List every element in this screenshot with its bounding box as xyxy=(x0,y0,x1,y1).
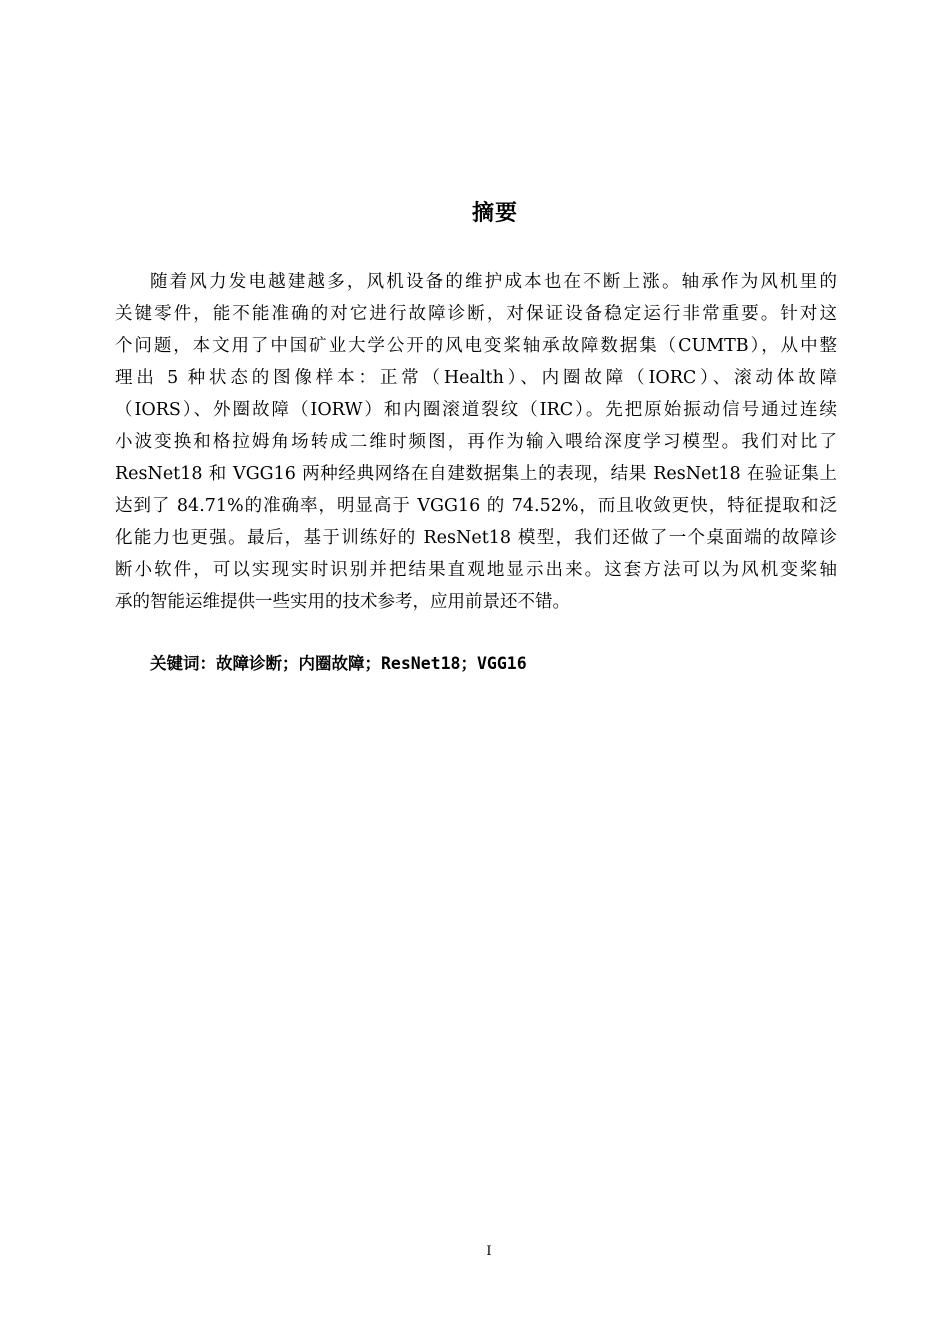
abstract-line-7: ResNet18 和 VGG16 两种经典网络在自建数据集上的表现，结果 ResNet18 在验证集上 xyxy=(115,464,837,484)
abstract-line-3: 个问题，本文用了中国矿业大学公开的风电变桨轴承故障数据集（CUMTB），从中整 xyxy=(115,336,837,356)
page-number: I xyxy=(486,1244,492,1259)
abstract-line-1: 随着风力发电越建越多，风机设备的维护成本也在不断上涨。轴承作为风机里的 xyxy=(150,272,837,292)
abstract-line-6: 小波变换和格拉姆角场转成二维时频图，再作为输入喂给深度学习模型。我们对比了 xyxy=(115,432,837,452)
abstract-body xyxy=(115,266,837,618)
abstract-line-10: 断小软件，可以实现实时识别并把结果直观地显示出来。这套方法可以为风机变桨轴 xyxy=(115,560,837,580)
abstract-title: 摘要 xyxy=(471,201,518,226)
abstract-line-2: 关键零件，能不能准确的对它进行故障诊断，对保证设备稳定运行非常重要。针对这 xyxy=(115,304,837,324)
abstract-line-8: 达到了 84.71%的准确率，明显高于 VGG16 的 74.52%，而且收敛更快，特征提取和泛 xyxy=(115,496,837,516)
keywords: 关键词：故障诊断；内圈故障；ResNet18；VGG16 xyxy=(150,654,527,673)
abstract-line-4: 理出 5 种状态的图像样本：正常（Health）、内圈故障（IORC）、滚动体故障 xyxy=(115,368,837,388)
abstract-line-5: （IORS）、外圈故障（IORW）和内圈滚道裂纹（IRC）。先把原始振动信号通过连续 xyxy=(115,400,837,420)
abstract-line-11: 承的智能运维提供一些实用的技术参考，应用前景还不错。 xyxy=(115,592,570,612)
abstract-line-9: 化能力也更强。最后，基于训练好的 ResNet18 模型，我们还做了一个桌面端的故障诊 xyxy=(115,528,837,548)
